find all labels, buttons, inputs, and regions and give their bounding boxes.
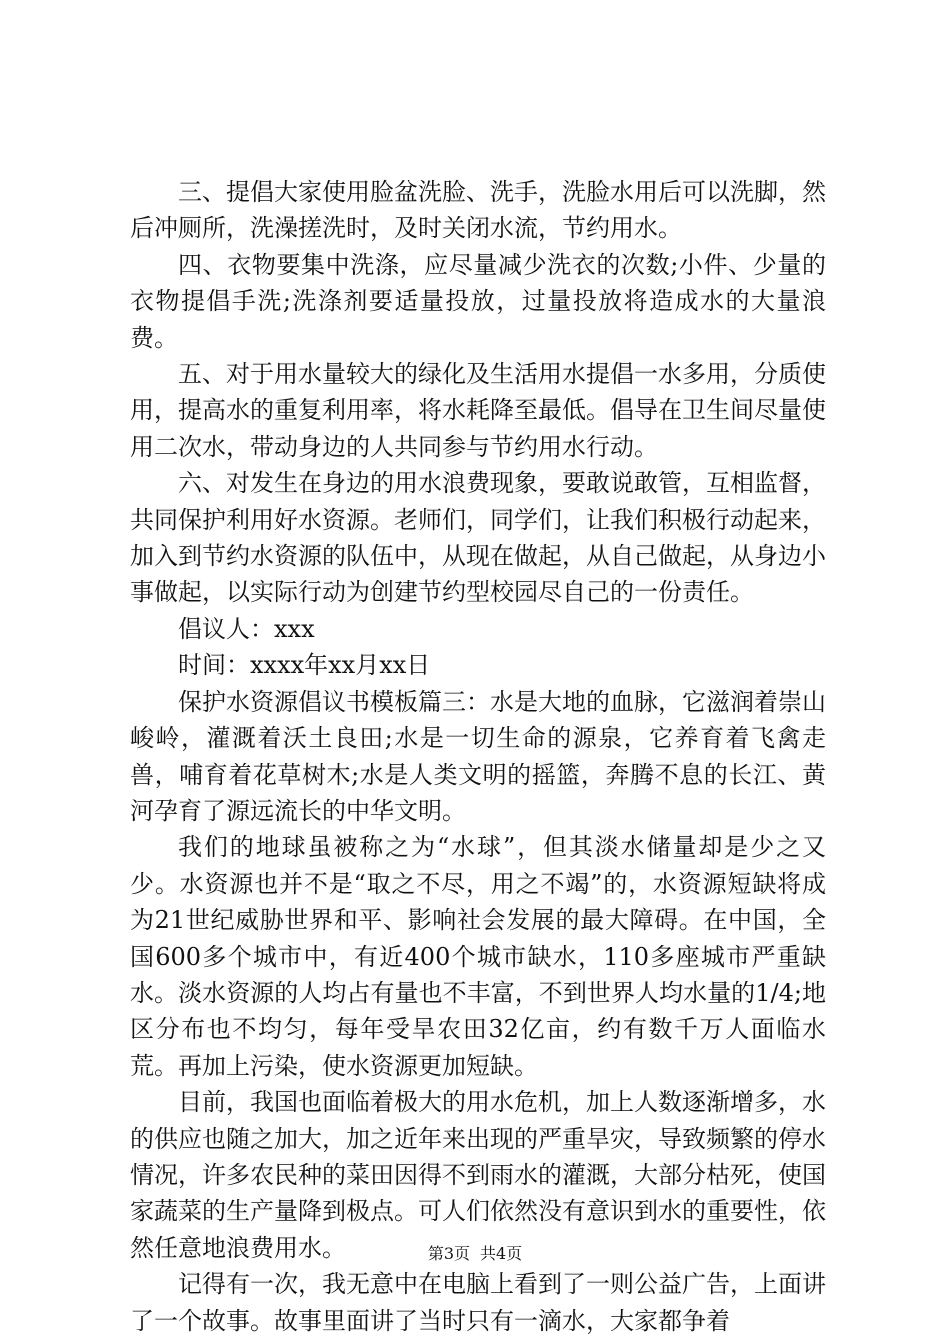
paragraph-water-crisis: 目前，我国也面临着极大的用水危机，加上人数逐渐增多，水的供应也随之加大，加之近年来出现的严重旱灾，导致频繁的停水情况，许多农民种的菜田因得不到雨水的灌溉，大部分枯死，使国家蔬菜的生产量降到极点。可人们依然没有意识到水的重要性，依然任意地浪费用水。 [130, 1088, 826, 1262]
page-number: 第3页 [427, 1244, 470, 1263]
initiator-line: 倡议人：xxx [178, 614, 315, 643]
paragraph-saving-tip-3: 三、提倡大家使用脸盆洗脸、洗手，洗脸水用后可以洗脚，然后冲厕所，洗澡搓洗时，及时关闭水流，节约用水。 [130, 178, 826, 243]
paragraph-saving-tip-5: 五、对于用水量较大的绿化及生活用水提倡一水多用，分质使用，提高水的重复利用率，将水耗降至最低。倡导在卫生间尽量使用二次水，带动身边的人共同参与节约用水行动。 [130, 360, 826, 461]
paragraph-story: 记得有一次，我无意中在电脑上看到了一则公益广告，上面讲了一个故事。故事里面讲了当时只有一滴水，大家都争着 [130, 1270, 826, 1335]
document-body [130, 174, 826, 1339]
paragraph-saving-tip-6: 六、对发生在身边的用水浪费现象，要敢说敢管，互相监督，共同保护利用好水资源。老师们，同学们，让我们积极行动起来，加入到节约水资源的队伍中，从现在做起，从自己做起，从身边小事做起，以实际行动为创建节约型校园尽自己的一份责任。 [130, 469, 826, 607]
paragraph-saving-tip-4: 四、衣物要集中洗涤，应尽量减少洗衣的次数;小件、少量的衣物提倡手洗;洗涤剂要适量投放，过量投放将造成水的大量浪费。 [130, 250, 826, 352]
date-line: 时间：xxxx年xx月xx日 [178, 651, 431, 680]
paragraph-template-three-intro: 保护水资源倡议书模板篇三：水是大地的血脉，它滋润着崇山峻岭，灌溉着沃土良田;水是一切生命的源泉，它养育着飞禽走兽，哺育着花草树木;水是人类文明的摇篮，奔腾不息的长江、黄河孕育了源远流长的中华文明。 [130, 687, 826, 825]
page-footer [0, 1244, 950, 1264]
paragraph-water-shortage: 我们的地球虽被称之为“水球”，但其淡水储量却是少之又少。水资源也并不是“取之不尽，用之不竭”的，水资源短缺将成为21世纪威胁世界和平、影响社会发展的最大障碍。在中国，全国600多个城市中，有近400个城市缺水，110多座城市严重缺水。淡水资源的人均占有量也不丰富，不到世界人均水量的1/4;地区分布也不均匀，每年受旱农田32亿亩，约有数千万人面临水荒。再加上污染，使水资源更加短缺。 [130, 833, 826, 1080]
page-total: 共4页 [480, 1244, 523, 1263]
